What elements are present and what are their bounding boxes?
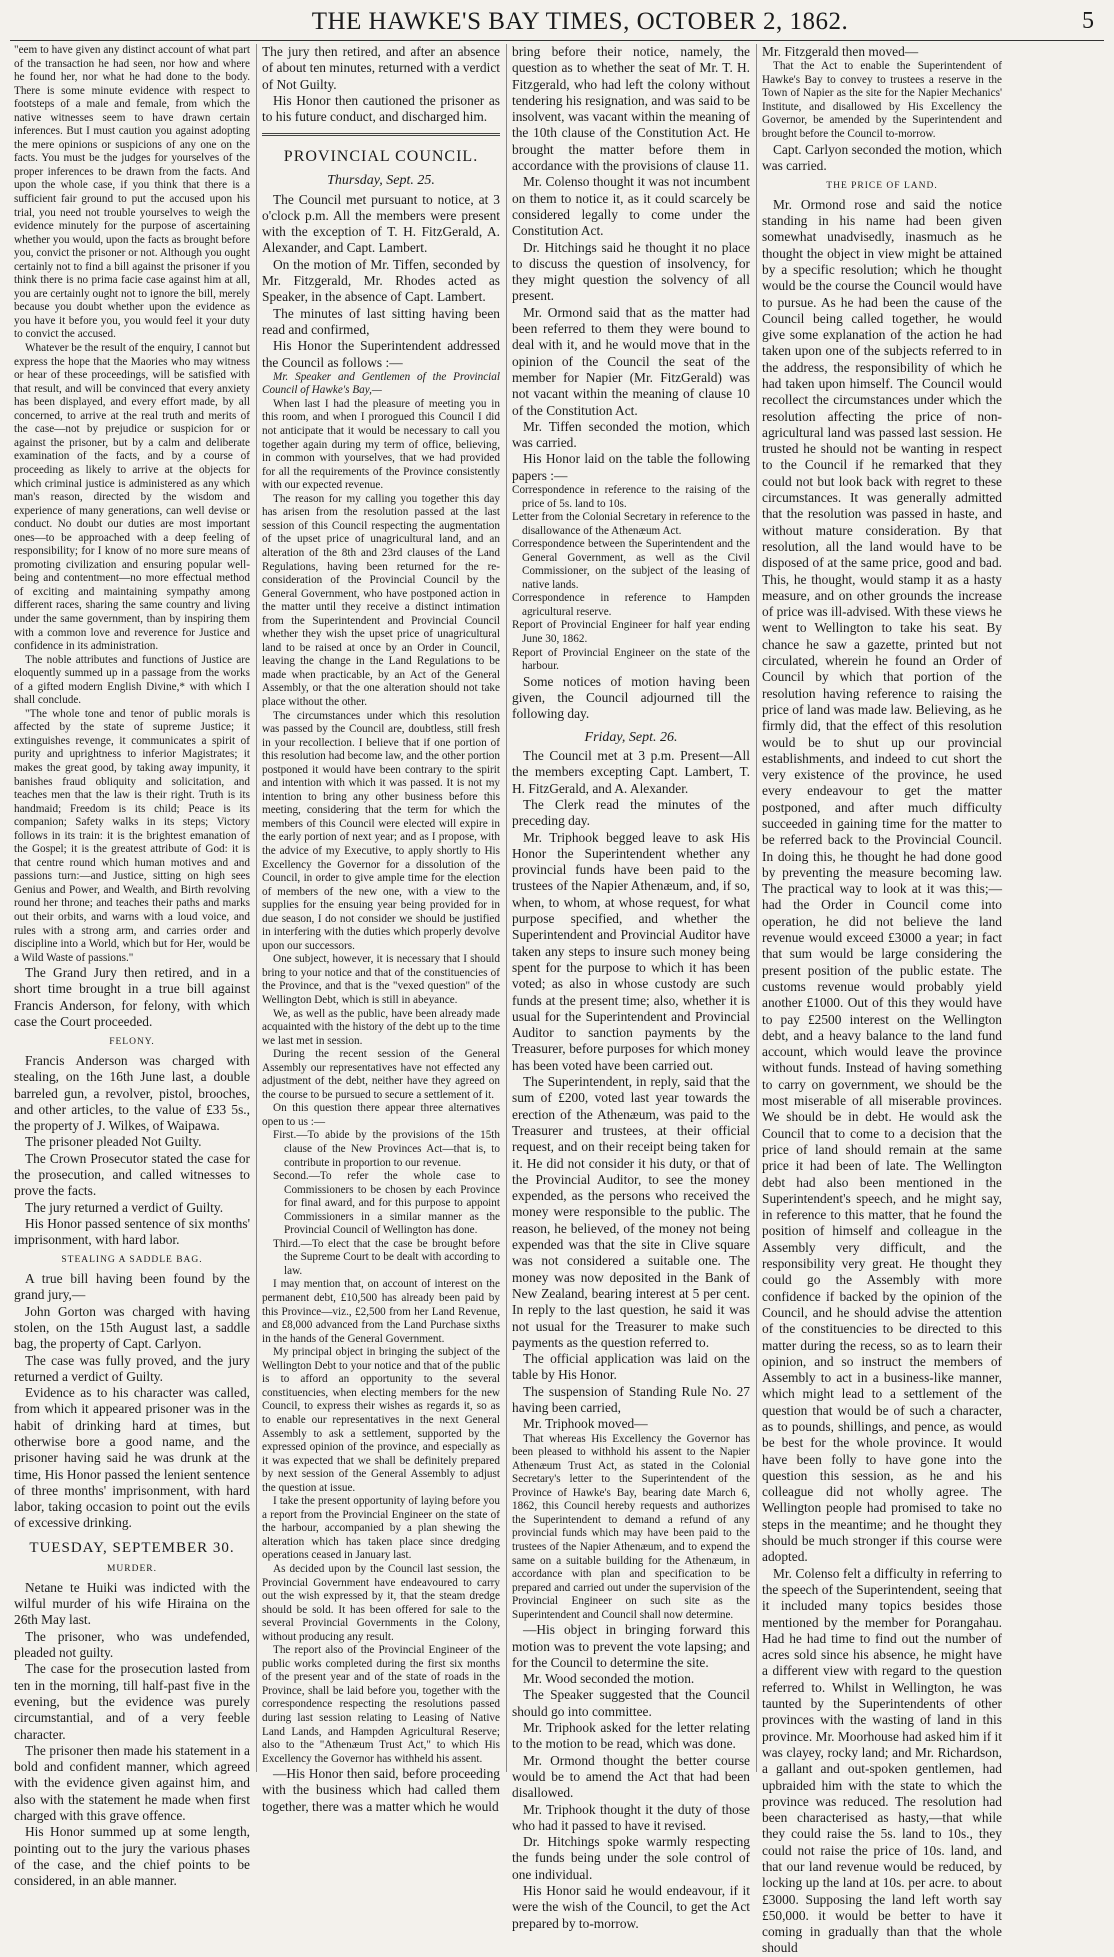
paragraph: Mr. Fitzgerald then moved—: [762, 44, 919, 59]
quotation: "The whole tone and tenor of public morals is affected by the state of supreme Justice; it extinguishes revenge, it communicates a spirit of purity and uprightness to inferior Magistrates; it makes the great good, by taking away impunity, it banishes fraud obliquity and solicitation, and teaches men that the law is their right. Truth is its handmaid; Freedom is its child; Peace is its companion; Safety walks in its steps; Victory follows in its train: it is the brightest emanation of the Gospel; it is the greatest attribute of God: it is that centre round which human motives and and passions turn:—and Justice, sitting on high sees Genius and Power, and Wealth, and Birth revolving round her throne; and teaches their paths and marks out their orbits, and warns with a loud voice, and rules with a strong arm, and carries order and discipline into a World, which but for Her, would be a Wild Waste of passions.": [14, 707, 250, 964]
list-item: Third.—To elect that the case be brought before the Supreme Court to be dealt with according to law.: [273, 1237, 500, 1277]
paragraph: Mr. Colenso thought it was not incumbent on them to notice it, as it could scarcely be considered legally to come under the Constitution Act.: [512, 174, 750, 239]
column-divider: [506, 44, 507, 1772]
paragraph: One subject, however, it is necessary that I should bring to your notice and that of the constituencies of the Province, and that is the "vexed question" of the Wellington Debt, which is still in abeyance.: [262, 953, 500, 1006]
paragraph: —His Honor then said, before proceeding with the business which had called them together, there was a matter which he would: [262, 1766, 500, 1814]
address-salutation: Mr. Speaker and Gentlemen of the Provincial Council of Hawke's Bay,—: [262, 370, 500, 397]
paragraph: The case for the prosecution lasted from ten in the morning, till half-past five in the evening, but the evidence was purely circumstantial, and of a very feeble character.: [14, 1661, 250, 1742]
paragraph: His Honor laid on the table the following papers :—: [512, 451, 750, 483]
paragraph: When last I had the pleasure of meeting you in this room, and when I prorogued this Council I did not anticipate that it would be necessary to call you together again during my term of office, believing, in common with yourselves, that we had provided for all the requirements of the Province consistently with our expected revenue.: [262, 397, 500, 492]
paragraph: Francis Anderson was charged with stealing, on the 16th June last, a double barreled gun, a revolver, pistol, brooches, and other articles, to the value of £33 5s., the property of J. Wilkes, of Waipawa.: [14, 1052, 250, 1134]
column-divider: [756, 44, 757, 1772]
paragraph: Netane te Huiki was indicted with the wilful murder of his wife Hiraina on the 26th May last.: [14, 1579, 250, 1628]
paragraph: Some notices of motion having been given, the Council adjourned till the following day.: [512, 673, 750, 722]
section-rule: [262, 133, 500, 136]
paragraph: Mr. Ormond said that as the matter had been referred to them they were bound to deal with it, and he would move that in the opinion of the Council the seat of the member for Napier (Mr. FitzGerald) was not vacant within the meaning of clause 10 of the Constitution Act.: [512, 304, 750, 418]
list-item: Correspondence between the Superintendent and the General Government, as well as the Civil Commissioner, on the subject of the leasing of native lands.: [512, 538, 750, 591]
paragraph: The Crown Prosecutor stated the case for the prosecution, and called witnesses to prove the facts.: [14, 1150, 250, 1199]
paragraph: On this question there appear three alternatives open to us :—: [262, 1102, 500, 1128]
paragraph: The report also of the Provincial Engineer of the public works completed during the first six months of the present year and of the state of roads in the Province, shall be laid before you, together with the correspondence respecting the resolutions passed during last session relating to Leasing of Native Land Lands, and Hampden Agricultural Reserve; also to the "Athenæum Trust Act," to which His Excellency the Governor has withheld his assent.: [262, 1644, 500, 1765]
motion-text: That whereas His Excellency the Governor has been pleased to withhold his assent to the Napier Athenæum Trust Act, as stated in the Colonial Secretary's letter to the Superintendent of the Province of Hawke's Bay, bearing date March 6, 1862, this Council hereby requests and authorizes the Superintendent to demand a refund of any provincial funds which may have been paid to the trustees of the Napier Athenæum, and to expend the same on a suitable building for the Athenæum, in accordance with plan and specification to be prepared and carried out under the supervision of the Provincial Engineer on such site as the Superintendent and Council shall now determine.: [512, 1432, 750, 1621]
paragraph: Mr. Triphook moved—: [523, 1416, 648, 1432]
section-heading-murder: MURDER.: [106, 1564, 158, 1575]
list-item: Correspondence in reference to the raising of the price of 5s. land to 10s.: [512, 484, 750, 510]
paragraph: The jury returned a verdict of Guilty.: [25, 1199, 224, 1215]
paragraph: The Grand Jury then retired, and in a short time brought in a true bill against Francis Anderson, for felony, with which case the Court proceeded.: [14, 965, 250, 1030]
paragraph: His Honor passed sentence of six months' imprisonment, with hard labor.: [14, 1215, 250, 1248]
paragraph: The circumstances under which this resolution was passed by the Council are, doubtless, still fresh in your recollection. I believe that if one portion of this resolution had become law, and the other portion postponed it would have been contrary to the spirit and intention with which it was passed. It is not my intention to bring any other business before this meeting, considering that the term for which the members of this Council were elected will expire in the early portion of next year; and as I propose, with the advice of my Executive, to apply shortly to His Excellency the Governor for a dissolution of the Council, in order to give ample time for the election of members of the new one, with a view to the supplies for the ensuing year being provided for in due season, I do not consider we should be justified in interfering with the duties which properly devolve upon our successors.: [262, 709, 500, 952]
paragraph: The Clerk read the minutes of the preceding day.: [512, 797, 750, 829]
paragraph: The official application was laid on the table by His Honor.: [512, 1351, 750, 1383]
paragraph: As decided upon by the Council last session, the Provincial Government have endeavoured to carry out the wish expressed by it, that the steam dredge should be sold. It has been offered for sale to the several Provincial Governments in the Colony, without producing any result.: [262, 1562, 500, 1643]
paragraph: The prisoner, who was undefended, pleaded not guilty.: [14, 1628, 250, 1661]
paragraph: Mr. Tiffen seconded the motion, which was carried.: [512, 418, 750, 451]
paragraph: The suspension of Standing Rule No. 27 having been carried,: [512, 1383, 750, 1415]
paragraph: The Council met at 3 p.m. Present—All the members excepting Capt. Lambert, T. H. FitzGerald, and A. Alexander.: [512, 748, 750, 796]
section-heading-provincial-council: PROVINCIAL COUNCIL.: [283, 148, 479, 166]
list-item: First.—To abide by the provisions of the 15th clause of the New Provinces Act—that is, to contribute in proportion to our revenue.: [273, 1129, 500, 1169]
section-heading-saddle-bag: STEALING A SADDLE BAG.: [61, 1255, 203, 1266]
paragraph: Mr. Triphook begged leave to ask His Honor the Superintendent whether any provincial funds have been paid to the trustees of the Napier Athenæum, and, if so, when, to whom, at whose request, for what purpose specified, and whether the Superintendent and Provincial Auditor have taken any steps to insure such money being spent for the purpose to which it has been voted; as also in whose custody are such funds at the present time; also, whether it is usual for the Superintendent and Provincial Auditor to sanction payments by the Treasurer, before purposes for which money has been voted have been carried out.: [512, 829, 750, 1073]
paragraph: The Council met pursuant to notice, at 3 o'clock p.m. All the members were present with the exception of T. H. FitzGerald, A. Alexander, and Capt. Lambert.: [262, 191, 500, 256]
column-divider: [256, 44, 257, 1772]
paragraph: The jury then retired, and after an absence of about ten minutes, returned with a verdict of Not Guilty.: [262, 44, 500, 92]
column-3: [512, 44, 750, 1931]
motion-text: That the Act to enable the Superintendent of Hawke's Bay to convey to trustees a reserve in the Town of Napier as the site for the Napier Mechanics' Institute, and disallowed by His Excellency the Governor, be amended by the Superintendent and brought before the Council to-morrow.: [762, 60, 1002, 141]
paragraph: bring before their notice, namely, the question as to whether the seat of Mr. T. H. Fitzgerald, who had left the colony without tendering his resignation, and was said to be insolvent, was vacant within the meaning of the 10th clause of the Constitution Act. He brought the matter before them in accordance with the provisions of clause 11.: [512, 44, 750, 174]
paragraph: The noble attributes and functions of Justice are eloquently summed up in a passage from the works of a gifted modern English Divine,* with which I shall conclude.: [14, 653, 250, 707]
masthead: [60, 8, 1100, 42]
paragraph: Dr. Hitchings said he thought it no place to discuss the question of insolvency, for they might question the solvency of all present.: [512, 239, 750, 304]
date-heading: Thursday, Sept. 25.: [327, 173, 435, 189]
list-item: Report of Provincial Engineer for half year ending June 30, 1862.: [512, 619, 750, 646]
paragraph: Mr. Wood seconded the motion.: [523, 1671, 695, 1687]
paragraph: Whatever be the result of the enquiry, I cannot but express the hope that the Maories who may witness or hear of these proceedings, will be satisfied with that result, and will be convinced that every anxiety has been displayed, and every effort made, by all concerned, to arrive at the real truth and merits of the case—not by prejudice or suspicion for or against the prisoner, but by a calm and deliberate examination of the facts, and by a course of proceeding as likely to arrive at the objects for which criminal justice is administered as any which man's reason, directed by the wisdom and experience of many generations, can well devise or conduct. No doubt our duties are most important ones—to be approached with a deep feeling of responsibility; for I know of no more sure means of promoting civilization and ensuring popular well-being and contentment—no more effectual method of exciting and maintaining sympathy among different races, sharing the same country and living under the same government, than by inspiring them with a common love and reverence for Justice and confidence in its administration.: [14, 342, 250, 653]
paragraph: Evidence as to his character was called, from which it appeared prisoner was in the habit of drinking hard at times, but otherwise bore a good name, and the prisoner having said he was drunk at the time, His Honor passed the lenient sentence of three months' imprisonment, with hard labor, taking occasion to point out the evils of excessive drinking.: [14, 1385, 250, 1531]
paragraph: Capt. Carlyon seconded the motion, which was carried.: [762, 141, 1002, 173]
paragraph: Mr. Ormond rose and said the notice standing in his name had been given somewhat unadvisedly, inasmuch as he thought the object in view might be attained by a specific resolution; which he thought would be the course the Council would have to pursue. As he had been the cause of the Council being called together, he would give some explanation of the action he had taken upon one of the subjects referred to in the address, the responsibility of which he had taken upon himself. The Council would recollect the circumstances under which the resolution affecting the price of non-agricultural land was passed last session. He trusted he should not be wanting in respect to the Council if he remarked that they could not but look back with regret to these circumstances. It was generally admitted that the resolution was passed in haste, and without mature consideration. By that resolution, all the land would have to be disposed of at the same price, good and bad. This, he thought, would stamp it as a hasty measure, and on other grounds the increase of price was ill-advised. With these views he went to Wellington to take his seat. By chance he saw a gazette, printed but not circulated, wherein he found an Order of Council by which that portion of the resolution having reference to raising the price of land was made law. Believing, as he firmly did, that the effect of this resolution would be to shut up our provincial establishments, and indeed to cut short the very existence of the province, he used every endeavour to get the matter postponed, and after much difficulty succeeded in gaining time for the matter to be referred back to the Provincial Council. In doing this, he thought he had done good by preventing the measure becoming law. The practical way to look at it was this;—had the Order in Council come into operation, he did not believe the land revenue would exceed £3000 a year; in fact that sum would be large considering the present position of the public estate. The customs revenue would probably yield another £1000. Out of this they would have to pay £2500 interest on the Wellington debt, and a heavy balance to the land fund account, which would leave the province without funds. Instead of having something to carry on government, we should be the most miserable of all miserable provinces. We should be in debt. He would ask the Council that to come to a decision that the price of land should remain at the same price it had been of late. The Wellington debt had also been mentioned in the Superintendent's speech, and he might say, in reference to this matter, that he found the position of himself and colleague in the Assembly very difficult, and the responsibility very great. He thought they could go the Assembly with more confidence if backed by the opinion of the Council, and he should advise the attention of the constituencies to be directed to this matter during the recess, so as to learn their opinion, and so instruct the members of Assembly to act in a business-like manner, which might lead to a settlement of the question that would be of such a character, as to pounds, shillings, and pence, as would be best for the whole province. It would have been folly to have gone into the question this session, as he and his colleague did not wholly agree. The Wellington people had promised to take no steps in the meantime; and he thought they should be much stronger if this course were adopted.: [762, 196, 1002, 1565]
paragraph: I take the present opportunity of laying before you a report from the Provincial Engineer on the state of the harbour, accompanied by a plan shewing the alteration which has taken place since dredging operations ceased in January last.: [262, 1495, 500, 1562]
section-heading-price-of-land: THE PRICE OF LAND.: [826, 181, 938, 192]
paragraph: During the recent session of the General Assembly our representatives have not effected any adjustment of the debt, neither have they agreed on the course to be pursued to secure a settlement of it.: [262, 1048, 500, 1101]
paragraph: His Honor then cautioned the prisoner as to his future conduct, and discharged him.: [262, 92, 500, 125]
paragraph: The minutes of last sitting having been read and confirmed,: [262, 305, 500, 337]
paragraph: A true bill having been found by the grand jury,—: [14, 1271, 250, 1303]
paragraph: Mr. Colenso felt a difficulty in referring to the speech of the Superintendent, seeing that it included many topics besides those mentioned by the member for Porangahau. Had he had time to find out the number of acres sold since his absence, he might have a different view with regard to the question referred to. Whilst in Wellington, he was taunted by the Superintendents of other provinces with the wasting of land in this province. Mr. Moorhouse had asked him if it was clayey, rocky land; and Mr. Richardson, a gallant and out-spoken gentlemen, had upbraided him with the state to which the province was reduced. The resolution had been characterised as hasty,—that while they could raise the 5s. land to 10s., they could not raise the price of 10s. land, and that our land revenue would be reduced, by locking up the land at 10s. per acre. to about £3000. Supposing the land left worth say £50,000. it would be better to have it coming in gradually than that the whole should: [762, 1565, 1002, 1956]
masthead-rule: [10, 40, 1104, 41]
paragraph: His Honor summed up at some length, pointing out to the jury the various phases of the case, and the chief points to be considered, in an able manner.: [14, 1824, 250, 1889]
paragraph: His Honor the Superintendent addressed the Council as follows :—: [262, 338, 500, 370]
column-2: [262, 44, 500, 1814]
column-1: [14, 44, 250, 1889]
paragraph: —His object in bringing forward this motion was to prevent the vote lapsing; and for the Council to determine the site.: [512, 1622, 750, 1670]
paragraph: The Speaker suggested that the Council should go into committee.: [512, 1687, 750, 1719]
list-item: Second.—To refer the whole case to Commissioners to be chosen by each Province for final award, and for this purpose to appoint Commissioners in a similar manner as the Provincial Council of Wellington has done.: [273, 1170, 500, 1237]
paragraph: On the motion of Mr. Tiffen, seconded by Mr. Fitzgerald, Mr. Rhodes acted as Speaker, in the absence of Capt. Lambert.: [262, 256, 500, 305]
paragraph: Mr. Triphook asked for the letter relating to the motion to be read, which was done.: [512, 1720, 750, 1752]
paragraph: The prisoner pleaded Not Guilty.: [25, 1134, 202, 1150]
paragraph: Mr. Triphook thought it the duty of those who had it passed to have it revised.: [512, 1801, 750, 1833]
date-heading-tuesday: TUESDAY, SEPTEMBER 30.: [29, 1539, 235, 1556]
column-4: [762, 44, 1002, 1956]
newspaper-title: THE HAWKE'S BAY TIMES, OCTOBER 2, 1862.: [311, 8, 849, 35]
paragraph: The prisoner then made his statement in a bold and confident manner, which agreed with the evidence given against him, and also with the statement he made when first charged with this grave offence.: [14, 1742, 250, 1824]
paragraph: I may mention that, on account of interest on the permanent debt, £10,500 has already been paid by this Province—viz., £2,500 from her Land Revenue, and £8,000 advanced from the Land Purchase sixths in the hands of the General Government.: [262, 1278, 500, 1345]
list-item: Correspondence in reference to Hampden agricultural reserve.: [512, 592, 750, 618]
date-heading: Friday, Sept. 26.: [584, 729, 678, 745]
paragraph: Dr. Hitchings spoke warmly respecting the funds being under the sole control of one individual.: [512, 1834, 750, 1882]
section-heading-felony: FELONY.: [109, 1037, 155, 1048]
list-item: Letter from the Colonial Secretary in reference to the disallowance of the Athenæum Act.: [512, 511, 750, 537]
paragraph: The reason for my calling you together this day has arisen from the resolution passed at the last session of this Council respecting the augmentation of the upset price of unagricultural land, and an alteration of the 8th and 23rd clauses of the Land Regulations, having been returned for the re-consideration of the Provincial Council by the General Government, who have postponed action in the matter until they receive a distinct intimation from the Superintendent and Provincial Council whether they wish the upset price of unagricultural land to be raised at once by an Order in Council, leaving the change in the Land Regulations to be made when practicable, by an Act of the General Assembly, or that the one alteration should not take place without the other.: [262, 492, 500, 708]
paragraph: John Gorton was charged with having stolen, on the 15th August last, a saddle bag, the property of Capt. Carlyon.: [14, 1303, 250, 1352]
paragraph: My principal object in bringing the subject of the Wellington Debt to your notice and that of the public is to afford an opportunity to the several constituencies, when electing members for the new Council, to express their wishes as regards it, so as to enable our representatives in the next General Assembly to ask a settlement, supported by the expressed opinion of the province, and especially as it was expected that we shall be definitely prepared by next session of the General Assembly to adjust the question at issue.: [262, 1346, 500, 1494]
page-number: 5: [1082, 8, 1094, 34]
paragraph: Mr. Ormond thought the better course would be to amend the Act that had been disallowed.: [512, 1752, 750, 1801]
paragraph: The case was fully proved, and the jury returned a verdict of Guilty.: [14, 1352, 250, 1384]
paragraph: "eem to have given any distinct account of what part of the transaction he had seen, nor how and where he found her, nor what he had done to the body. There is some minute evidence with respect to footsteps of a male and female, from which the native witnesses seem to have drawn certain inferences. But I must caution you against adopting the mere opinions or suspicions of any one on the facts. You must be the judges for yourselves of the proper inferences to be drawn from the facts. And upon the whole case, if you think that there is a sufficient fair ground to put the accused upon his trial, you need not trouble yourselves to weigh the evidence minutely for the purpose of ascertaining whether you would, upon the facts as brought before you, convict the prisoner or not. Although you ought certainly not to find a bill against the prisoner if you think there is no prima facie case against him at all, you are certainly ought not to ignore the bill, merely because you doubt whether upon the evidence as you have it before you, you would feel it your duty to convict the accused.: [14, 44, 250, 341]
paragraph: The Superintendent, in reply, said that the sum of £200, voted last year towards the erection of the Athenæum, was paid to the Treasurer and trustees, at their official request, and on their receipt being taken for it. He did not consider it his duty, or that of the Provincial Auditor, to see the money expended, as the persons who received the money were responsible to the public. The reason, he believed, of the money not being expended was that the site in Clive square was not considered a suitable one. The money was now deposited in the Bank of New Zealand, bearing interest at 5 per cent. In reply to the last question, he said it was not usual for the Treasurer to make such payments as the question referred to.: [512, 1074, 750, 1350]
paragraph: His Honor said he would endeavour, if it were the wish of the Council, to get the Act prepared by to-morrow.: [512, 1882, 750, 1931]
paragraph: We, as well as the public, have been already made acquainted with the history of the debt up to the time we last met in session.: [262, 1007, 500, 1047]
list-item: Report of Provincial Engineer on the state of the harbour.: [512, 646, 750, 673]
